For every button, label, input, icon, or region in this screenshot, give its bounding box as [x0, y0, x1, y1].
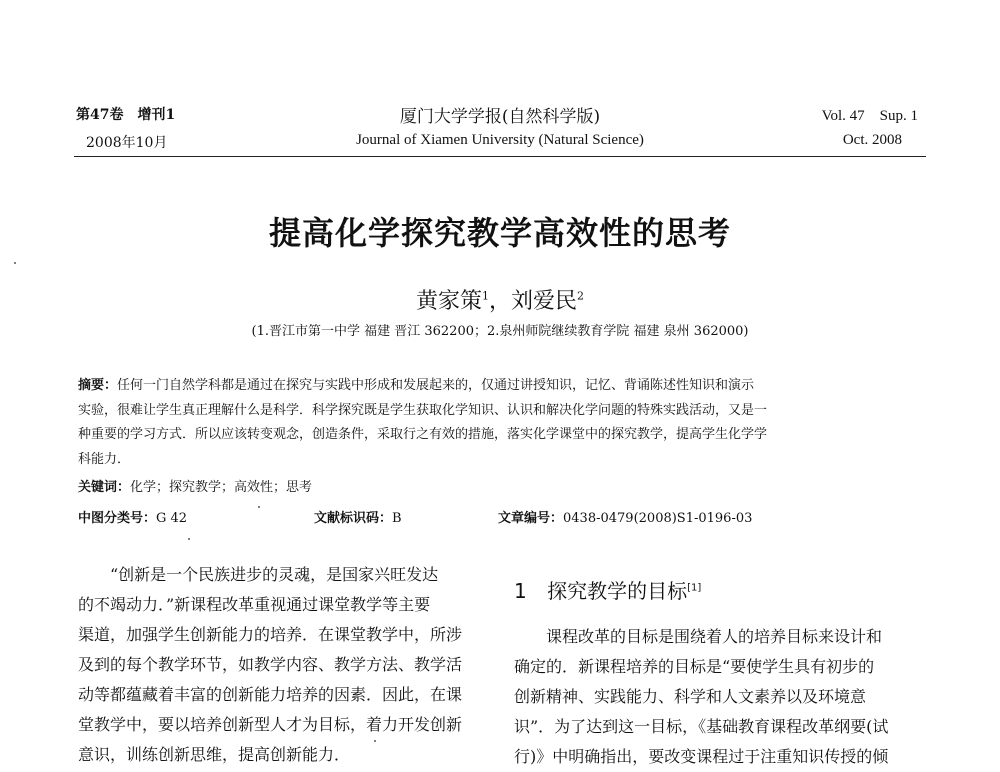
header-volume-cn: 第47卷 增刊1 [76, 107, 176, 123]
article-id-label: 文章编号： [498, 511, 564, 526]
scan-speck [188, 538, 190, 540]
header-journal-en: Journal of Xiamen University (Natural Science) [356, 132, 644, 148]
right-line-2: 确定的．新课程培养的目标是“要使学生具有初步的 [514, 657, 875, 676]
abstract [78, 374, 920, 501]
scan-speck [258, 506, 260, 508]
authors [0, 284, 1000, 315]
author-2-sup: 2 [577, 289, 585, 303]
author-1-sup: 1 [481, 289, 489, 303]
left-line-7: 意识，训练创新思维，提高创新能力． [78, 745, 351, 764]
author-2: 刘爱民 [511, 289, 578, 314]
keywords: 化学；探究教学；高效性；思考 [130, 480, 313, 495]
left-line-5: 动等都蕴藏着丰富的创新能力培养的因素．因此，在课 [78, 685, 463, 704]
clc-value: G 42 [156, 511, 188, 526]
doc-code-field [314, 507, 402, 526]
left-line-6: 堂教学中，要以培养创新型人才为目标，着力开发创新 [78, 715, 463, 734]
section-ref: [1] [687, 582, 702, 594]
header-journal-cn: 厦门大学学报(自然科学版) [399, 107, 601, 127]
abstract-line-4: 科能力． [78, 451, 131, 467]
left-line-3: 渠道，加强学生创新能力的培养．在课堂教学中，所涉 [78, 625, 463, 644]
scan-speck [14, 262, 16, 264]
paper-title: 提高化学探究教学高效性的思考 [268, 214, 731, 252]
article-id-value: 0438-0479(2008)S1-0196-03 [563, 511, 753, 526]
section-heading [514, 575, 701, 604]
left-line-4: 及到的每个教学环节，如教学内容、教学方法、教学活 [78, 655, 463, 674]
right-line-3: 创新精神、实践能力、科学和人文素养以及环境意 [514, 687, 867, 706]
author-1: 黄家策 [415, 289, 482, 314]
right-line-5: 行)》中明确指出，要改变课程过于注重知识传授的倾 [514, 747, 889, 766]
keywords-line [78, 476, 920, 501]
abstract-line-3: 种重要的学习方式．所以应该转变观念，创造条件，采取行之有效的措施，落实化学课堂中的探究教学，提高学生化学学 [78, 427, 768, 442]
author-separator: ， [488, 289, 511, 314]
doc-code-value: B [392, 511, 402, 526]
abstract-text-1: 任何一门自然学科都是通过在探究与实践中形成和发展起来的，仅通过讲授知识，记忆、背诵陈述性知识和演示 [117, 378, 755, 393]
clc-label: 中图分类号： [78, 511, 157, 526]
abstract-line-2: 实验，很难让学生真正理解什么是科学．科学探究既是学生获取化学知识、认识和解决化学问题的特殊实践活动，又是一 [78, 402, 768, 418]
header-date-en: Oct. 2008 [842, 132, 902, 148]
right-line-4: 识”．为了达到这一目标，《基础教育课程改革纲要(试 [514, 717, 889, 736]
left-line-2: 的不竭动力．”新课程改革重视通过课堂教学等主要 [78, 595, 431, 614]
header-date-cn: 2008年10月 [86, 135, 168, 151]
abstract-label: 摘要： [78, 378, 118, 393]
right-line-1: 课程改革的目标是围绕着人的培养目标来设计和 [546, 627, 883, 646]
doc-code-label: 文献标识码： [314, 511, 393, 526]
section-number: 1 [514, 579, 527, 603]
left-line-1: “创新是一个民族进步的灵魂，是国家兴旺发达 [110, 565, 439, 584]
right-column [514, 622, 924, 772]
keywords-label: 关键词： [78, 480, 131, 495]
clc-field [78, 507, 187, 526]
left-column [78, 560, 488, 770]
header-volume-en: Vol. 47 Sup. 1 [821, 108, 918, 124]
abstract-line-1 [78, 374, 920, 399]
header-rule [74, 156, 926, 157]
article-id-field [498, 507, 752, 526]
affiliation: (1.晋江市第一中学 福建 晋江 362200；2.泉州师院继续教育学院 福建 泉州 362000) [251, 324, 749, 339]
section-title: 探究教学的目标 [547, 579, 688, 603]
